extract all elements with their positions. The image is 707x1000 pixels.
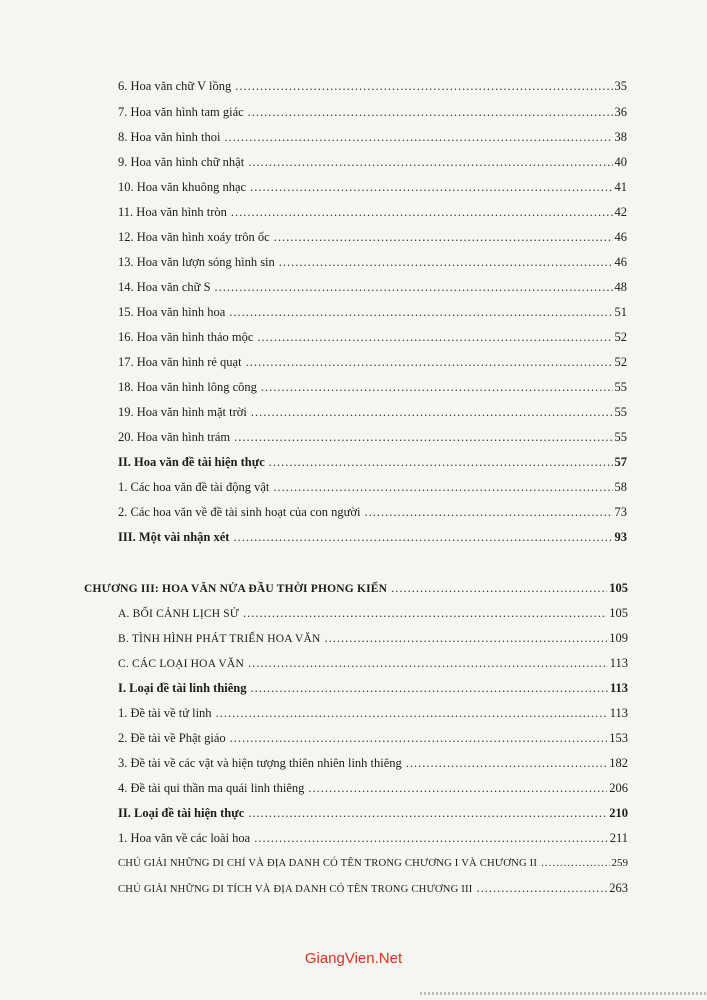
toc-entry-label: 8. Hoa văn hình thoi — [118, 130, 221, 144]
leader-dots — [230, 730, 608, 746]
toc-section-entry — [118, 680, 628, 696]
leader-dots — [476, 880, 607, 896]
toc-entry-label: 7. Hoa văn hình tam giác — [118, 105, 244, 119]
toc-entry-page: 93 — [614, 530, 627, 544]
toc-entry-label: 2. Các hoa văn về đề tài sinh hoạt của con người — [118, 505, 361, 519]
toc-entry-page: 46 — [614, 230, 627, 244]
toc-entry — [118, 880, 628, 898]
toc-entry-label: 12. Hoa văn hình xoáy trôn ốc — [118, 230, 270, 244]
leader-dots — [257, 329, 612, 345]
toc-entry-label: 6. Hoa văn chữ V lồng — [118, 79, 232, 93]
toc-entry-label: 14. Hoa văn chữ S — [118, 280, 211, 294]
leader-dots — [248, 655, 608, 671]
toc-entry-page: 52 — [614, 355, 627, 369]
toc-entry-label: CHƯƠNG III: HOA VĂN NỬA ĐẦU THỜI PHONG KIẾN — [84, 583, 388, 595]
toc-entry-page: 182 — [609, 756, 628, 770]
toc-entry-label: III. Một vài nhận xét — [118, 530, 230, 544]
toc-entry — [118, 429, 627, 445]
leader-dots — [234, 429, 612, 445]
leader-dots — [243, 605, 607, 621]
toc-entry-label: 13. Hoa văn lượn sóng hình sin — [118, 255, 275, 269]
leader-dots — [391, 580, 607, 596]
leader-dots — [246, 354, 613, 370]
leader-dots — [224, 129, 612, 145]
toc-entry-page: 52 — [614, 330, 627, 344]
leader-dots — [248, 104, 613, 120]
toc-entry-page: 109 — [609, 631, 628, 645]
toc-entry — [118, 630, 628, 647]
toc-entry-page: 58 — [614, 480, 627, 494]
scan-edge-artifact — [420, 992, 707, 995]
leader-dots — [274, 229, 613, 245]
toc-entry — [118, 78, 627, 94]
toc-entry-page: 35 — [614, 79, 627, 93]
toc-entry-label: CHÚ GIẢI NHỮNG DI TÍCH VÀ ĐỊA DANH CÓ TÊN TRONG CHƯƠNG III — [118, 884, 473, 895]
site-watermark: GiangVien.Net — [304, 950, 403, 967]
toc-entry — [118, 730, 628, 746]
toc-entry-page: 57 — [614, 455, 627, 469]
toc-entry — [118, 504, 627, 520]
leader-dots — [308, 780, 607, 796]
toc-entry — [118, 755, 628, 771]
toc-entry — [118, 254, 627, 270]
toc-entry-label: C. CÁC LOẠI HOA VĂN — [118, 658, 244, 670]
toc-entry-label: 17. Hoa văn hình rẻ quạt — [118, 355, 242, 369]
toc-entry-page: 40 — [614, 155, 627, 169]
leader-dots — [273, 479, 612, 495]
leader-dots — [254, 830, 607, 846]
toc-entry-label: 10. Hoa văn khuông nhạc — [118, 180, 247, 194]
toc-entry-label: 16. Hoa văn hình thảo mộc — [118, 330, 254, 344]
toc-entry-page: 113 — [609, 706, 628, 720]
leader-dots — [261, 379, 613, 395]
toc-entry-label: II. Loại đề tài hiện thực — [118, 806, 245, 820]
toc-entry — [118, 329, 627, 345]
leader-dots — [406, 755, 607, 771]
toc-entry-page: 105 — [609, 581, 628, 595]
toc-entry-page: 55 — [614, 430, 627, 444]
leader-dots — [231, 204, 613, 220]
toc-entry — [118, 179, 627, 195]
leader-dots — [235, 78, 612, 94]
toc-entry — [118, 855, 628, 872]
toc-entry-label: 4. Đề tài qui thần ma quái linh thiêng — [118, 781, 305, 795]
toc-entry — [118, 605, 628, 622]
leader-dots — [248, 154, 612, 170]
toc-entry-label: 1. Đề tài về tứ linh — [118, 706, 212, 720]
toc-entry — [118, 354, 627, 370]
toc-entry-page: 36 — [614, 105, 627, 119]
toc-entry-label: 9. Hoa văn hình chữ nhật — [118, 155, 245, 169]
toc-entry — [118, 655, 628, 672]
leader-dots — [233, 529, 612, 545]
toc-entry-page: 259 — [611, 857, 628, 869]
toc-entry-label: 11. Hoa văn hình tròn — [118, 205, 227, 219]
leader-dots — [216, 705, 608, 721]
leader-dots — [364, 504, 612, 520]
toc-entry — [118, 705, 628, 721]
toc-entry — [118, 154, 627, 170]
toc-entry-label: 2. Đề tài về Phật giáo — [118, 731, 226, 745]
toc-entry — [118, 780, 628, 796]
leader-dots — [279, 254, 613, 270]
toc-entry — [118, 204, 627, 220]
toc-entry-label: 20. Hoa văn hình trám — [118, 430, 231, 444]
toc-entry-label: B. TÌNH HÌNH PHÁT TRIỂN HOA VĂN — [118, 633, 321, 645]
toc-entry — [118, 279, 627, 295]
toc-entry-page: 113 — [609, 656, 628, 670]
toc-entry-label: CHÚ GIẢI NHỮNG DI CHỈ VÀ ĐỊA DANH CÓ TÊN TRONG CHƯƠNG I VÀ CHƯƠNG II — [118, 858, 538, 869]
toc-entry-label: 1. Hoa văn về các loài hoa — [118, 831, 251, 845]
toc-entry-page: 42 — [614, 205, 627, 219]
toc-entry-label: II. Hoa văn đề tài hiện thực — [118, 455, 265, 469]
toc-entry-label: A. BỐI CẢNH LỊCH SỬ — [118, 608, 240, 620]
toc-entry — [118, 479, 627, 495]
toc-entry — [118, 379, 627, 395]
toc-entry-page: 46 — [614, 255, 627, 269]
leader-dots — [248, 805, 607, 821]
toc-entry-label: 1. Các hoa văn đề tài động vật — [118, 480, 270, 494]
toc-entry-page: 38 — [614, 130, 627, 144]
toc-entry — [118, 404, 627, 420]
toc-entry — [118, 304, 627, 320]
leader-dots — [215, 279, 613, 295]
toc-entry — [118, 229, 627, 245]
leader-dots — [269, 454, 613, 470]
toc-entry-page: 55 — [614, 405, 627, 419]
toc-chapter-entry — [84, 580, 628, 597]
toc-entry-label: 18. Hoa văn hình lông công — [118, 380, 257, 394]
leader-dots — [229, 304, 612, 320]
toc-entry-page: 263 — [609, 881, 628, 895]
leader-dots — [324, 630, 607, 646]
toc-entry-page: 113 — [609, 681, 628, 695]
toc-section-entry — [118, 805, 628, 821]
toc-entry — [118, 104, 627, 120]
toc-section-entry — [118, 529, 627, 545]
toc-entry — [118, 830, 628, 846]
toc-entry-page: 153 — [609, 731, 628, 745]
toc-entry-page: 48 — [614, 280, 627, 294]
toc-section-entry — [118, 454, 627, 470]
toc-entry-page: 105 — [609, 606, 628, 620]
toc-entry — [118, 129, 627, 145]
toc-entry-page: 55 — [614, 380, 627, 394]
toc-entry-label: 15. Hoa văn hình hoa — [118, 305, 226, 319]
toc-entry-label: 3. Đề tài về các vật và hiện tượng thiên nhiên linh thiêng — [118, 756, 402, 770]
toc-entry-page: 211 — [609, 831, 628, 845]
toc-entry-page: 206 — [609, 781, 628, 795]
leader-dots — [251, 680, 608, 696]
leader-dots — [251, 404, 613, 420]
toc-entry-label: 19. Hoa văn hình mặt trời — [118, 405, 247, 419]
toc-entry-page: 41 — [614, 180, 627, 194]
leader-dots — [250, 179, 612, 195]
leader-dots — [541, 855, 609, 871]
toc-entry-page: 73 — [614, 505, 627, 519]
toc-entry-label: I. Loại đề tài linh thiêng — [118, 681, 247, 695]
toc-entry-page: 210 — [609, 806, 628, 820]
toc-entry-page: 51 — [614, 305, 627, 319]
